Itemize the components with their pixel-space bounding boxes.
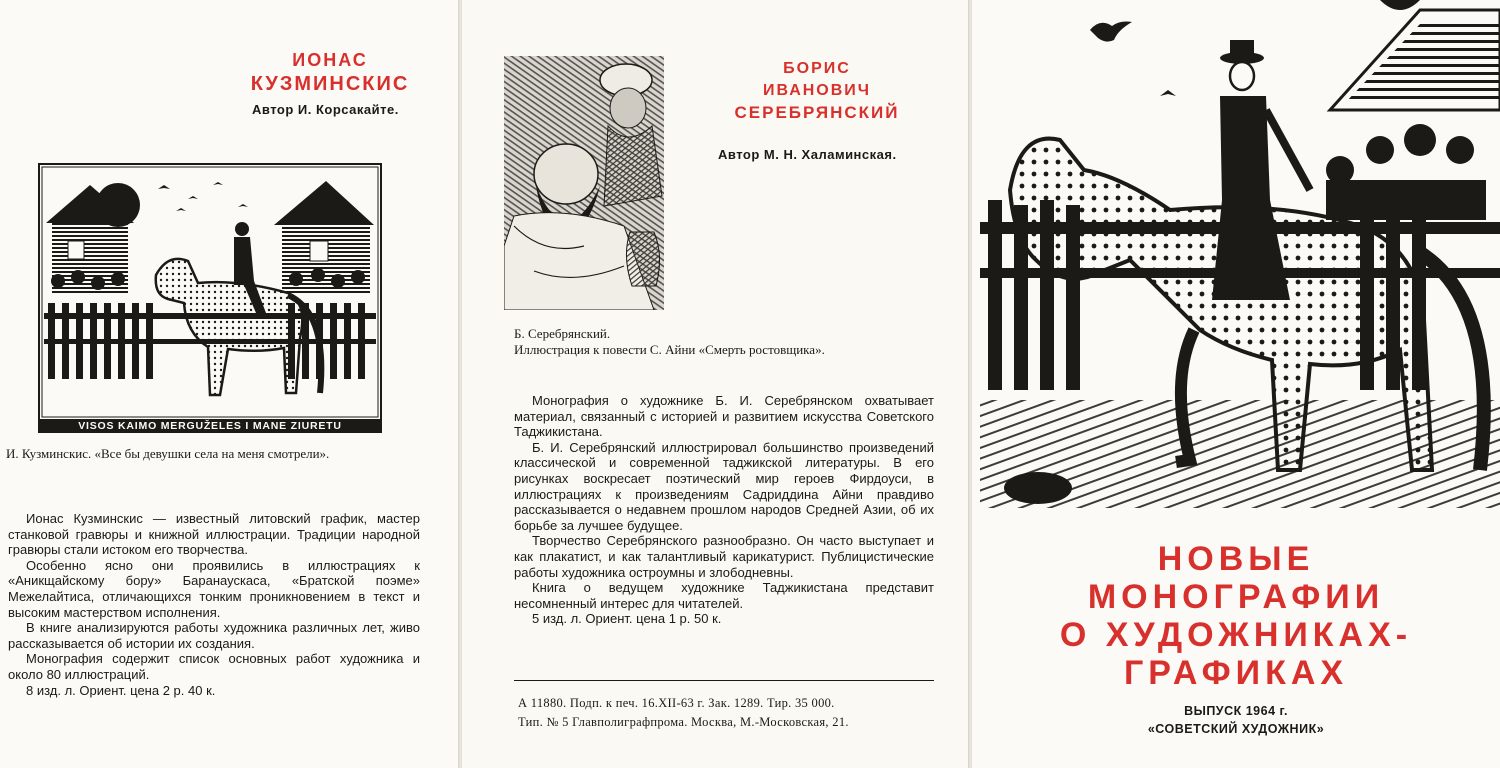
colophon-line: А 11880. Подп. к печ. 16.XII-63 г. Зак. 1289. Тир. 35 000. (518, 696, 835, 710)
description-text (514, 393, 934, 627)
artist-name-heading (230, 48, 430, 96)
illustration-caption: И. Кузминскис. «Все бы девушки села на меня смотрели». (6, 446, 330, 461)
divider (514, 680, 934, 681)
paragraph: Особенно ясно они проявились в иллюстрациях к «Аникщайскому бору» Баранаускаса, «Братской поэме» Межелайтиса, отличающихся тонким проникновением в текст и высоким мастерством исполнения. (8, 557, 420, 620)
cover-title (972, 540, 1500, 692)
author-credit: Автор М. Н. Халаминская. (718, 147, 897, 162)
artist-name-heading (712, 58, 922, 124)
title-line: НОВЫЕ (1157, 540, 1315, 578)
price-line: 8 изд. л. Ориент. цена 2 р. 40 к. (26, 682, 216, 698)
woodcut-illustration-rider (38, 163, 382, 433)
caption-artist: Б. Серебрянский. (514, 326, 611, 341)
publisher-name: «СОВЕТСКИЙ ХУДОЖНИК» (1147, 722, 1325, 736)
paragraph: Б. И. Серебрянский иллюстрировал большинство произведений классической и современной таджикской литературы. В его рисунках воскресает поэтический мир героев Фирдоуси, в иллюстрациях к произведениям Садриддина Айни правдиво рассказывается о недавнем прошлом народов Средней Азии, об их борьбе за лучшее будущее. (514, 439, 934, 533)
title-line: МОНОГРАФИИ (1087, 578, 1385, 616)
artist-first-name: БОРИС (783, 60, 851, 77)
colophon-line: Тип. № 5 Главполиграфпрома. Москва, М.-Московская, 21. (518, 715, 849, 729)
etching-illustration-barber (504, 56, 664, 310)
paragraph: Ионас Кузминскис — известный литовский график, мастер станковой гравюры и книжной иллюстрации. Традиции народной гравюры стали истоком его творчества. (8, 511, 420, 558)
artist-first-name: ИОНАС (292, 50, 368, 70)
caption-title: Иллюстрация к повести С. Айни «Смерть ростовщика». (514, 342, 825, 357)
price-line: 5 изд. л. Ориент. цена 1 р. 50 к. (532, 611, 722, 627)
author-credit: Автор И. Корсакайте. (252, 102, 399, 117)
description-text (8, 511, 420, 698)
cover-woodcut-rider (980, 0, 1500, 508)
title-line: О ХУДОЖНИКАХ- (1059, 616, 1413, 654)
artist-patronymic: ИВАНОВИЧ (762, 82, 872, 99)
leaflet-panel-serebryansky (462, 0, 968, 768)
paragraph: В книге анализируются работы художника различных лет, живо рассказывается об истории их создания. (8, 620, 420, 651)
paragraph: Книга о ведущем художнике Таджикистана представит несомненный интерес для читателей. (514, 580, 934, 611)
imprint-colophon (518, 694, 958, 732)
illustration-caption (514, 326, 964, 358)
woodcut-inscription: VISOS KAIMO MERGUŽELES I MANE ZIURETU (78, 420, 342, 432)
paragraph: Творчество Серебрянского разнообразно. Он часто выступает и как плакатист, и как талантливый карикатурист. Публицистические работы художника остроумны и злободневны. (514, 533, 934, 580)
artist-last-name: СЕРЕБРЯНСКИЙ (734, 103, 900, 122)
leaflet-panel-kuzminskis (0, 0, 458, 768)
artist-last-name: КУЗМИНСКИС (250, 73, 410, 95)
cover-publisher-block (972, 702, 1500, 738)
leaflet-cover-panel (972, 0, 1500, 768)
paragraph: Монография содержит список основных работ художника и около 80 иллюстраций. (8, 651, 420, 682)
issue-year: ВЫПУСК 1964 г. (1184, 704, 1288, 718)
paragraph: Монография о художнике Б. И. Серебрянском охватывает материал, связанный с историей и развитием искусства Советского Таджикистана. (514, 393, 934, 440)
title-line: ГРАФИКАХ (1123, 654, 1349, 692)
